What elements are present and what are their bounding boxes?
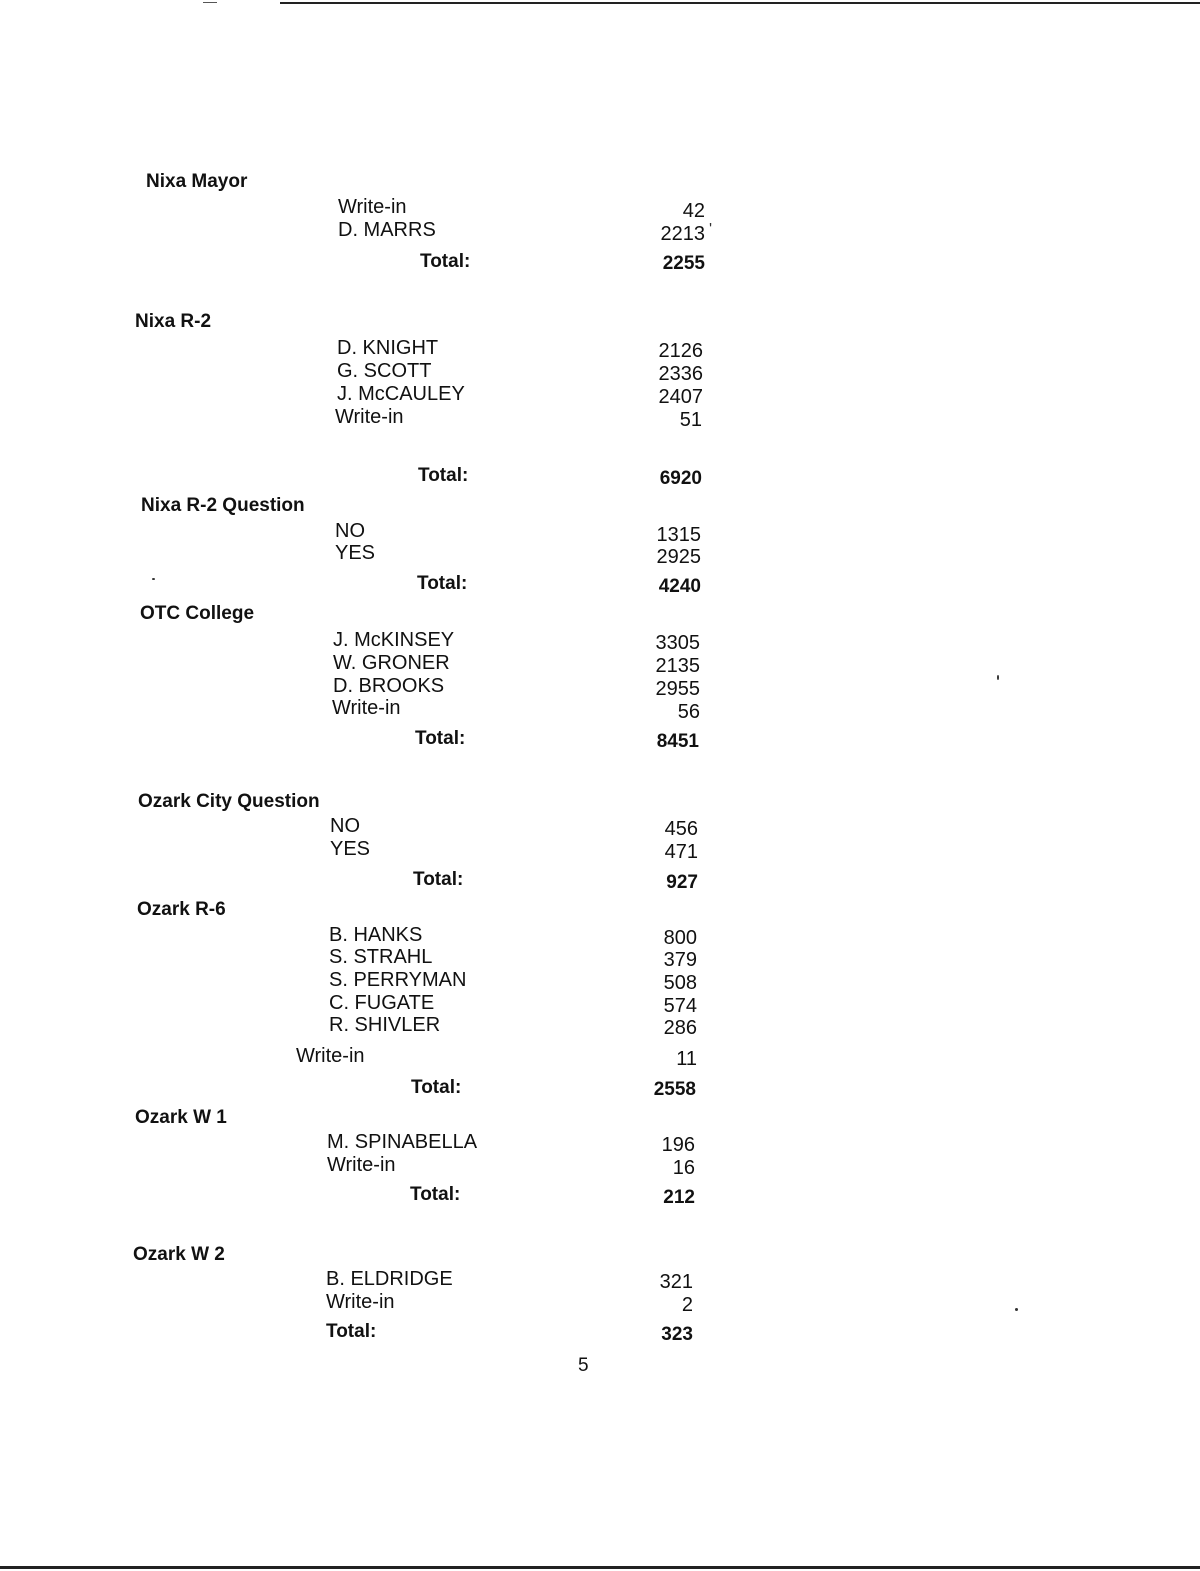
total-value: 212: [663, 1187, 695, 1208]
vote-count: 2336: [658, 363, 703, 385]
vote-count: 456: [664, 818, 698, 840]
candidate-name: B. ELDRIDGE: [326, 1268, 453, 1290]
vote-count: 379: [663, 949, 697, 971]
race-heading: Ozark R-6: [137, 899, 226, 920]
candidate-name: YES: [330, 838, 371, 860]
total-value: 8451: [656, 731, 699, 752]
race-heading: Ozark W 1: [135, 1107, 227, 1128]
candidate-name: S. PERRYMAN: [329, 969, 467, 991]
candidate-name: Write-in: [335, 406, 404, 428]
candidate-name: NO: [330, 815, 360, 837]
total-value: 323: [661, 1324, 693, 1345]
vote-count: 471: [664, 841, 698, 863]
candidate-name: J. McKINSEY: [333, 629, 455, 651]
total-label: Total:: [411, 1077, 462, 1098]
bottom-rule: [0, 1566, 1200, 1569]
total-label: Total:: [410, 1184, 461, 1205]
vote-count: 2407: [658, 386, 703, 408]
scan-speck: [1015, 1308, 1018, 1311]
vote-count: 800: [663, 927, 697, 949]
total-value: 2255: [662, 253, 705, 274]
total-value: 2558: [653, 1079, 696, 1100]
candidate-name: G. SCOTT: [337, 360, 432, 382]
total-label: Total:: [413, 869, 464, 890]
candidate-name: M. SPINABELLA: [327, 1131, 478, 1153]
candidate-name: R. SHIVLER: [329, 1014, 441, 1036]
total-value: 927: [666, 872, 698, 893]
scan-speck: [152, 578, 155, 580]
total-value: 6920: [659, 468, 702, 489]
candidate-name: Write-in: [338, 196, 407, 218]
vote-count: 56: [677, 701, 700, 723]
candidate-name: B. HANKS: [329, 924, 423, 946]
vote-count: 3305: [655, 632, 700, 654]
race-heading: Nixa Mayor: [146, 171, 248, 192]
candidate-name: S. STRAHL: [329, 946, 433, 968]
candidate-name: C. FUGATE: [329, 992, 435, 1014]
vote-count: 508: [663, 972, 697, 994]
race-heading: OTC College: [140, 603, 255, 624]
candidate-name: Write-in: [296, 1045, 365, 1067]
total-label: Total:: [415, 728, 466, 749]
total-label: Total:: [418, 465, 469, 486]
candidate-name: D. MARRS: [338, 219, 436, 241]
candidate-name: J. McCAULEY: [337, 383, 465, 405]
vote-count: 42: [682, 200, 705, 222]
vote-count: 2213: [660, 223, 705, 245]
vote-count: 2135: [655, 655, 700, 677]
top-rule-stub: [203, 2, 217, 3]
page-number: 5: [578, 1355, 589, 1376]
candidate-name: W. GRONER: [333, 652, 450, 674]
vote-count: 1315: [656, 524, 701, 546]
vote-count: 11: [676, 1048, 697, 1070]
vote-count: 321: [659, 1271, 693, 1293]
vote-count: 574: [663, 995, 697, 1017]
race-heading: Ozark City Question: [138, 791, 320, 812]
top-rule: [280, 2, 1200, 4]
scan-speck: [997, 675, 999, 680]
vote-count: 2126: [658, 340, 703, 362]
candidate-name: D. BROOKS: [333, 675, 445, 697]
vote-count: 2955: [655, 678, 700, 700]
total-label: Total:: [417, 573, 468, 594]
candidate-name: Write-in: [332, 697, 401, 719]
total-value: 4240: [658, 576, 701, 597]
race-heading: Nixa R-2: [135, 311, 212, 332]
candidate-name: YES: [335, 542, 376, 564]
scan-tick-mark: ': [709, 221, 713, 238]
total-label: Total:: [326, 1321, 377, 1342]
candidate-name: Write-in: [327, 1154, 396, 1176]
candidate-name: D. KNIGHT: [337, 337, 439, 359]
candidate-name: Write-in: [326, 1291, 395, 1313]
vote-count: 16: [672, 1157, 695, 1179]
vote-count: 286: [663, 1017, 697, 1039]
vote-count: 2: [681, 1294, 693, 1316]
race-heading: Nixa R-2 Question: [141, 495, 305, 516]
candidate-name: NO: [335, 520, 365, 542]
vote-count: 196: [661, 1134, 695, 1156]
vote-count: 2925: [656, 546, 701, 568]
race-heading: Ozark W 2: [133, 1244, 225, 1265]
vote-count: 51: [679, 409, 702, 431]
total-label: Total:: [420, 251, 471, 272]
